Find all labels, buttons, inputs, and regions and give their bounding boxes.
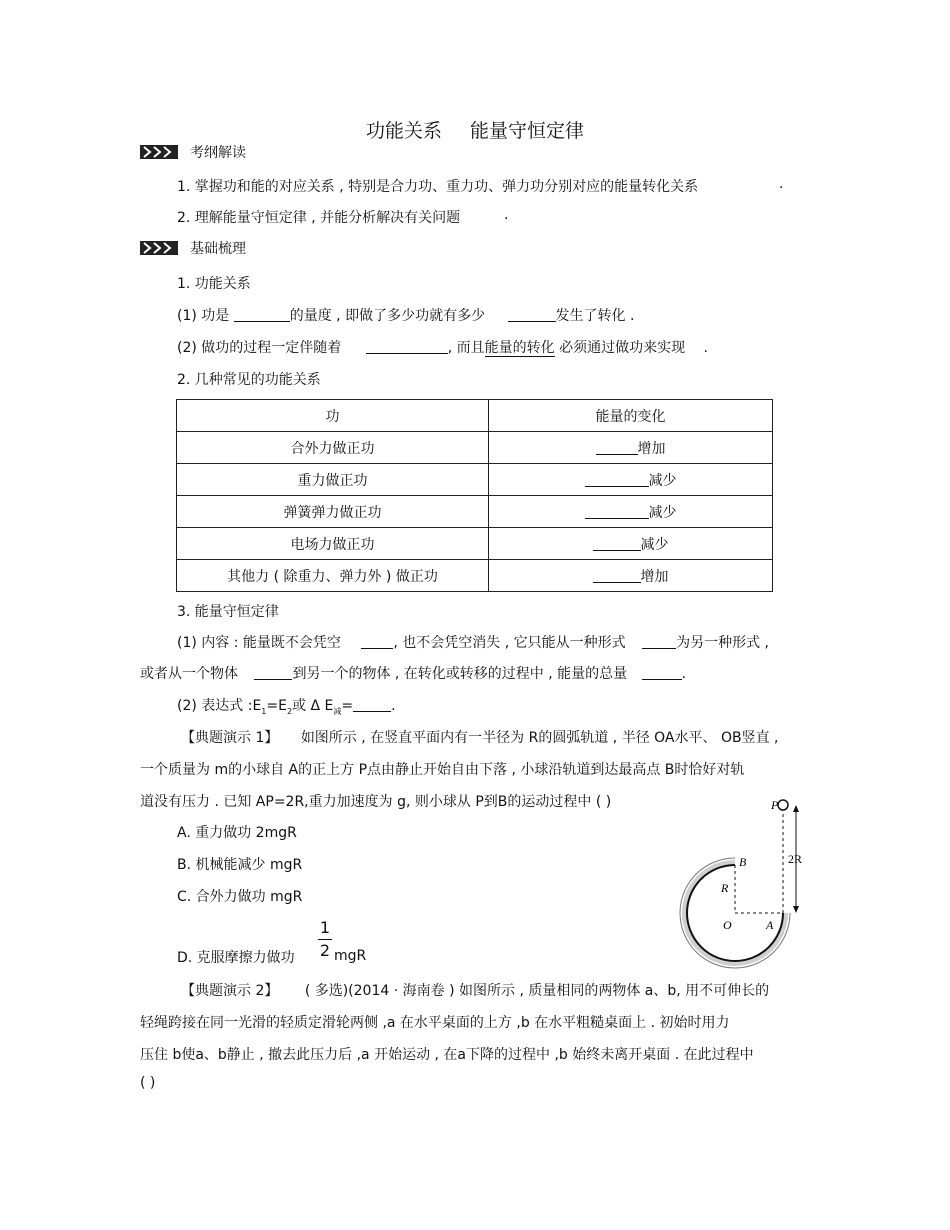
fraction-denominator: 2 (319, 941, 331, 960)
table-header-change: 能量的变化 (489, 400, 773, 432)
section-basics-label: 基础梳理 (190, 241, 246, 257)
blank[interactable] (593, 568, 641, 583)
table-cell-change: 减少 (489, 528, 773, 560)
label-p: P (771, 798, 779, 812)
basics-heading-2: 2. 几种常见的功能关系 (177, 372, 321, 388)
title-left: 功能关系 (365, 120, 442, 142)
blank[interactable] (642, 634, 676, 649)
conservation-heading: 3. 能量守恒定律 (177, 604, 279, 620)
table-cell-work: 合外力做正功 (177, 432, 489, 464)
example2-line-1: 【典题演示 2】 ( 多选)(2014 · 海南卷 ) 如图所示 , 质量相同的两物体 a、b, 用不可伸长的 (181, 983, 770, 999)
outline-item-2: 2. 理解能量守恒定律 , 并能分析解决有关问题 (177, 210, 461, 226)
table-row (177, 496, 773, 528)
option-c[interactable]: C. 合外力做功 mgR (177, 889, 303, 905)
blank[interactable] (593, 536, 641, 551)
example2-line-4: ( ) (140, 1075, 156, 1091)
table-cell-change: 减少 (489, 464, 773, 496)
table-row (177, 432, 773, 464)
table-cell-work: 弹簧弹力做正功 (177, 496, 489, 528)
option-d-tail: mgR (334, 948, 367, 964)
title-right: 能量守恒定律 (470, 120, 585, 142)
blank[interactable] (508, 307, 556, 322)
table-cell-change: 增加 (489, 560, 773, 592)
conservation-line-2: 或者从一个物体 到另一个的物体 , 在转化或转移的过程中 , 能量的总量 . (140, 666, 687, 682)
blank[interactable] (585, 472, 649, 487)
table-row (177, 528, 773, 560)
section-outline-label: 考纲解读 (190, 145, 246, 161)
conservation-line-1: (1) 内容 : 能量既不会凭空 , 也不会凭空消失 , 它只能从一种形式 为另一种形式 , (177, 635, 769, 651)
blank[interactable] (366, 339, 448, 354)
table-cell-change: 减少 (489, 496, 773, 528)
fraction-one-half (318, 918, 332, 961)
circular-track-figure (678, 795, 818, 975)
basics-line-2: (2) 做功的过程一定伴随着 , 而且能量的转化 必须通过做功来实现 . (177, 340, 708, 356)
ball-icon (778, 800, 788, 810)
blank[interactable] (585, 504, 649, 519)
example2-line-3: 压住 b使a、b静止 , 撤去此压力后 ,a 开始运动 , 在a下降的过程中 ,b 始终未离开桌面 . 在此过程中 (140, 1047, 754, 1063)
table-cell-change: 增加 (489, 432, 773, 464)
basics-line-1: (1) 功是 的量度 , 即做了多少功就有多少 发生了转化 . (177, 308, 635, 324)
table-row (177, 560, 773, 592)
outline-item-2-period: . (504, 207, 509, 223)
blank[interactable] (361, 634, 393, 649)
basics-heading-1: 1. 功能关系 (177, 276, 251, 292)
section-outline-header (140, 142, 246, 162)
section-arrows-icon (140, 145, 178, 159)
example1-label: 【典题演示 1】 (181, 730, 279, 746)
table-cell-work: 电场力做正功 (177, 528, 489, 560)
conservation-line-3: (2) 表达式 $:E_1=E_2$或 Δ $E_减=$ . (177, 698, 396, 716)
table-cell-work: 重力做正功 (177, 464, 489, 496)
page-title (0, 116, 950, 143)
section-arrows-icon (140, 241, 178, 255)
table-header-row (177, 400, 773, 432)
blank[interactable] (353, 697, 391, 712)
blank[interactable] (234, 307, 290, 322)
example2-label: 【典题演示 2】 (181, 983, 279, 999)
table-row (177, 464, 773, 496)
example1-line-3: 道没有压力 . 已知 AP=2R,重力加速度为 g, 则小球从 P到B的运动过程中 ( ) (140, 794, 612, 810)
underlined-energy-conversion: 能量的转化 (484, 340, 555, 356)
fraction-numerator: 1 (319, 918, 331, 937)
blank[interactable] (596, 440, 638, 455)
option-a[interactable]: A. 重力做功 2mgR (177, 825, 297, 841)
label-a: A (766, 918, 774, 932)
work-energy-table (176, 399, 773, 592)
blank[interactable] (642, 665, 682, 680)
table-header-work: 功 (177, 400, 489, 432)
example1-line-1: 【典题演示 1】 如图所示 , 在竖直平面内有一半径为 R的圆弧轨道 , 半径 OA水平、 OB竖直 , (181, 730, 779, 746)
example1-line-2: 一个质量为 m的小球自 A的正上方 P点由静止开始自由下落 , 小球沿轨道到达最高点 B时恰好对轨 (140, 762, 745, 778)
label-b: B (739, 855, 747, 869)
option-d[interactable]: D. 克服摩擦力做功 (177, 950, 295, 966)
label-o: O (723, 918, 732, 932)
option-b[interactable]: B. 机械能减少 mgR (177, 857, 303, 873)
example2-line-2: 轻绳跨接在同一光滑的轻质定滑轮两侧 ,a 在水平桌面的上方 ,b 在水平粗糙桌面上 . 初始时用力 (140, 1015, 730, 1031)
section-basics-header (140, 238, 246, 258)
label-2r: 2R (788, 852, 803, 866)
table-cell-work: 其他力 ( 除重力、弹力外 ) 做正功 (177, 560, 489, 592)
outline-item-1-period: . (779, 176, 784, 192)
label-r: R (721, 881, 729, 895)
outline-item-1: 1. 掌握功和能的对应关系 , 特别是合力功、重力功、弹力功分别对应的能量转化关系 (177, 179, 699, 195)
blank[interactable] (254, 665, 292, 680)
